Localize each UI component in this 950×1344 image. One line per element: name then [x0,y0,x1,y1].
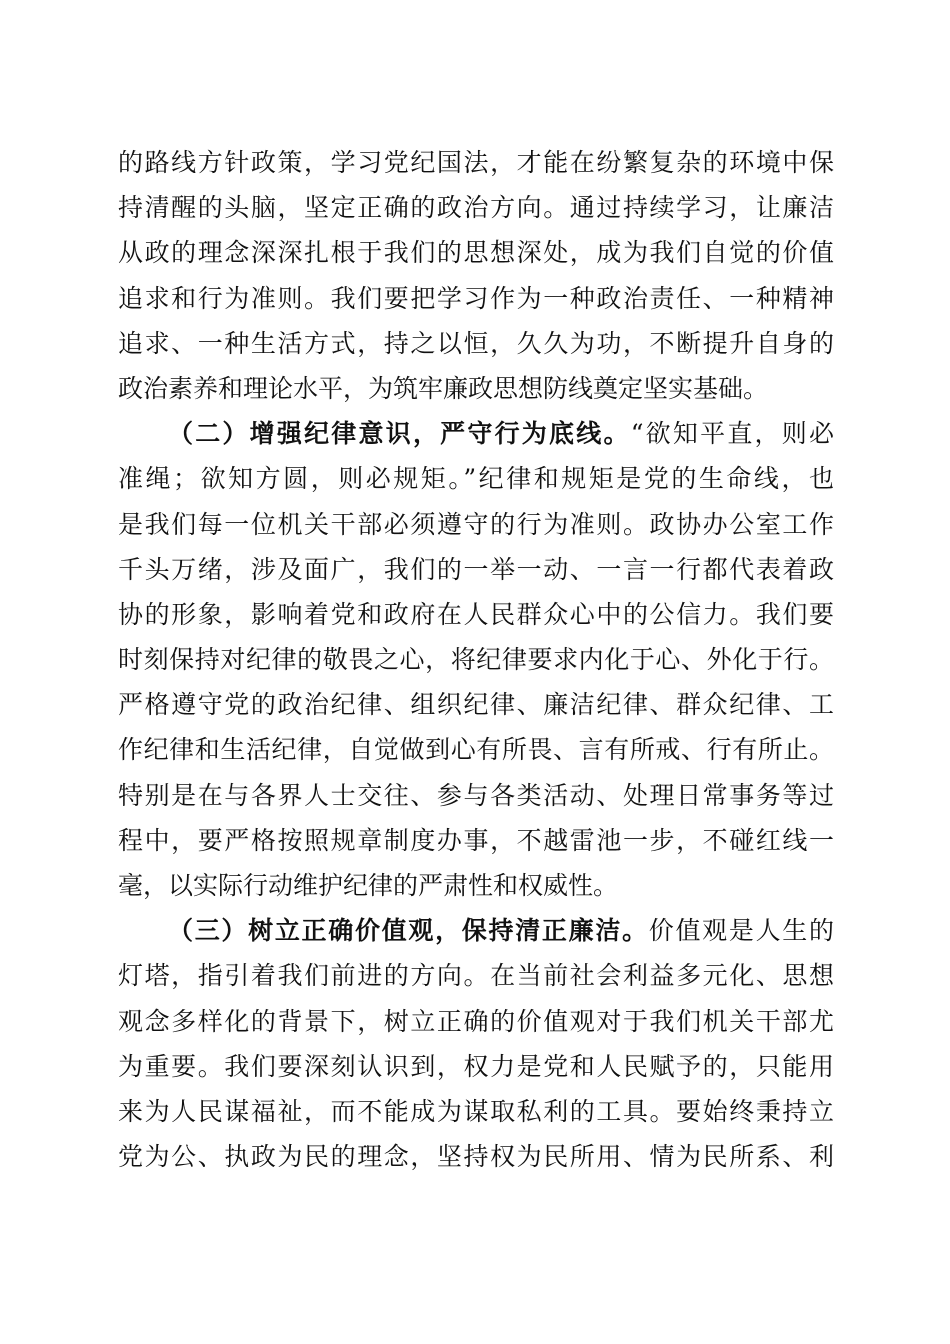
text-line [118,908,834,953]
text-line: 作纪律和生活纪律，自觉做到心有所畏、言有所戒、行有所止。 [118,735,834,765]
text-run: 价值观是人生的 [648,916,834,946]
document-page [118,140,834,1179]
text-line: 准绳；欲知方圆，则必规矩。”纪律和规矩是党的生命线，也 [118,464,834,494]
text-line: 时刻保持对纪律的敬畏之心，将纪律要求内化于心、外化于行。 [118,645,834,675]
text-line: 持清醒的头脑，坚定正确的政治方向。通过持续学习，让廉洁 [118,193,834,223]
text-line: 的路线方针政策，学习党纪国法，才能在纷繁复杂的环境中保 [118,148,834,177]
text-line: 来为人民谋福祉，而不能成为谋取私利的工具。要始终秉持立 [118,1096,834,1126]
paragraph-3 [118,908,834,1179]
section-heading-3: （三）树立正确价值观，保持清正廉洁。 [168,916,649,946]
paragraph-2 [118,411,834,908]
text-line: 程中，要严格按照规章制度办事，不越雷池一步，不碰红线一 [118,825,834,855]
section-heading-2: （二）增强纪律意识，严守行为底线。 [168,419,631,449]
text-run: “欲知平直，则必 [630,419,834,449]
text-line: 政治素养和理论水平，为筑牢廉政思想防线奠定坚实基础。 [118,373,769,403]
text-line: 严格遵守党的政治纪律、组织纪律、廉洁纪律、群众纪律、工 [118,690,834,720]
text-line: 协的形象，影响着党和政府在人民群众心中的公信力。我们要 [118,599,834,629]
paragraph-1 [118,140,834,411]
text-line: 灯塔，指引着我们前进的方向。在当前社会利益多元化、思想 [118,961,834,991]
text-line: 千头万绪，涉及面广，我们的一举一动、一言一行都代表着政 [118,554,834,584]
text-line: 是我们每一位机关干部必须遵守的行为准则。政协办公室工作 [118,509,834,539]
text-line: 特别是在与各界人士交往、参与各类活动、处理日常事务等过 [118,780,834,810]
text-line: 观念多样化的背景下，树立正确的价值观对于我们机关干部尤 [118,1006,834,1036]
text-line: 毫，以实际行动维护纪律的严肃性和权威性。 [118,871,619,900]
text-line: 从政的理念深深扎根于我们的思想深处，成为我们自觉的价值 [118,238,834,268]
text-line: 追求、一种生活方式，持之以恒，久久为功，不断提升自身的 [118,328,834,358]
text-line: 为重要。我们要深刻认识到，权力是党和人民赋予的，只能用 [118,1051,834,1081]
text-line: 追求和行为准则。我们要把学习作为一种政治责任、一种精神 [118,283,834,313]
text-line: 党为公、执政为民的理念，坚持权为民所用、情为民所系、利 [118,1142,834,1172]
text-line [118,411,834,456]
